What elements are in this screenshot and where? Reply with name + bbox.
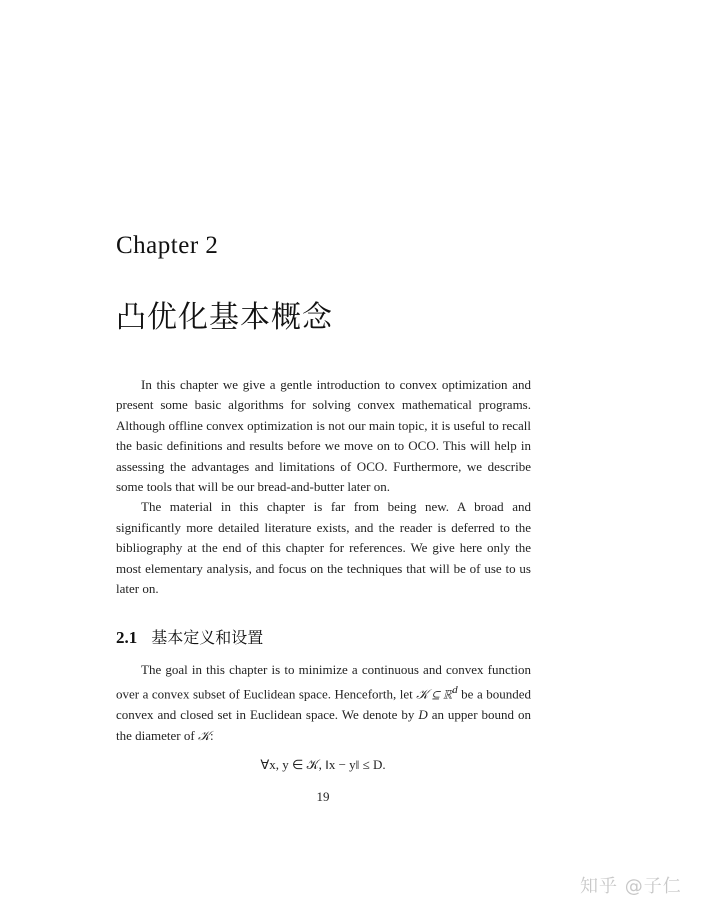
- page-number: 19: [316, 789, 330, 804]
- section-heading: [116, 625, 263, 648]
- set-symbol: 𝒦 ⊆ ℝ: [416, 686, 453, 702]
- intro-paragraph-1: In this chapter we give a gentle introduction to convex optimization and present some basic algorithms for solving convex mathematical programs. Although offline convex optimization is not our main topic, it is useful to recall the basic definitions and results before we move on to OCO. This will help in assessing the advantages and limitations of OCO. Furthermore, we describe some tools that will be our bread-and-butter later on.: [116, 377, 531, 495]
- section-title: 基本定义和设置: [151, 628, 264, 647]
- section-paragraph: [116, 660, 531, 746]
- set-ref: 𝒦: [197, 727, 211, 743]
- chapter-title: 凸优化基本概念: [116, 300, 333, 335]
- diameter-equation: ∀x, y ∈ 𝒦, ‖x − y‖ ≤ D.: [260, 757, 386, 772]
- section-number: 2.1: [116, 628, 138, 647]
- intro-paragraph-2: The material in this chapter is far from being new. A broad and significantly more detailed literature exists, and the reader is deferred to the bibliography at the end of this chapter for references. We give here only the most elementary analysis, and focus on the techniques that will be of use to us later on.: [116, 499, 531, 597]
- text-span: The goal in this chapter is to minimize a continuous and convex function over a convex subset of Euclidean space. Henceforth, let: [116, 662, 531, 702]
- chapter-label: Chapter 2: [116, 232, 219, 259]
- diameter-symbol: D: [418, 707, 428, 723]
- superscript: d: [452, 684, 458, 697]
- watermark: 知乎 @子仁: [580, 876, 682, 897]
- intro-text: [116, 375, 531, 599]
- text-span: :: [210, 727, 214, 743]
- text-span: an upper bound on the diameter of: [116, 707, 531, 743]
- section-text: [116, 660, 531, 746]
- text-span: be a bounded convex and closed set in Euclidean space. We denote by: [116, 686, 532, 723]
